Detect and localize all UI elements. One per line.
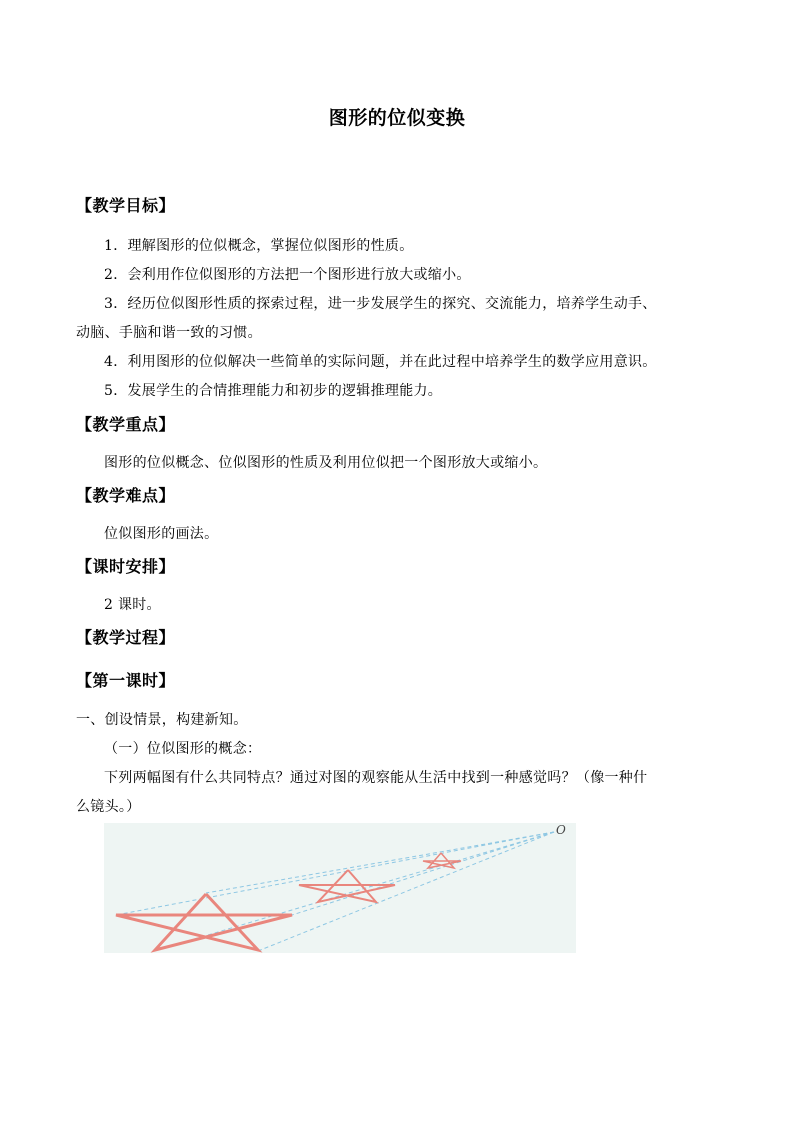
question-text-line-1: 下列两幅图有什么共同特点？通过对图的观察能从生活中找到一种感觉吗？（像一种什	[104, 770, 648, 786]
objective-item-1: 1．理解图形的位似概念，掌握位似图形的性质。	[104, 238, 414, 254]
heading-process: 【教学过程】	[76, 628, 176, 647]
part-1-heading: 一、创设情景，构建新知。	[76, 712, 248, 728]
objective-item-3-continued: 动脑、手脑和谐一致的习惯。	[76, 325, 262, 341]
heading-objectives: 【教学目标】	[76, 196, 176, 215]
figure-background	[104, 823, 576, 953]
objective-item-4: 4．利用图形的位似解决一些简单的实际问题，并在此过程中培养学生的数学应用意识。	[104, 354, 657, 370]
center-point-label: O	[556, 823, 566, 837]
schedule-text: 2 课时。	[104, 597, 161, 613]
difficulties-text: 位似图形的画法。	[104, 526, 219, 542]
heading-key-points: 【教学重点】	[76, 415, 176, 434]
objective-item-2: 2．会利用作位似图形的方法把一个图形进行放大或缩小。	[104, 267, 471, 283]
objective-item-5: 5．发展学生的合情推理能力和初步的逻辑推理能力。	[104, 383, 443, 399]
heading-lesson-1: 【第一课时】	[76, 671, 176, 690]
homothety-diagram	[104, 823, 576, 953]
heading-difficulties: 【教学难点】	[76, 486, 176, 505]
homothety-stars-figure	[104, 823, 576, 953]
key-points-text: 图形的位似概念、位似图形的性质及利用位似把一个图形放大或缩小。	[104, 455, 548, 471]
subsection-1-heading: （一）位似图形的概念：	[104, 741, 262, 757]
document-title: 图形的位似变换	[328, 107, 466, 129]
objective-item-3: 3．经历位似图形性质的探索过程，进一步发展学生的探究、交流能力，培养学生动手、	[104, 296, 657, 312]
heading-schedule: 【课时安排】	[76, 557, 176, 576]
question-text-line-2: 么镜头。）	[76, 799, 141, 815]
